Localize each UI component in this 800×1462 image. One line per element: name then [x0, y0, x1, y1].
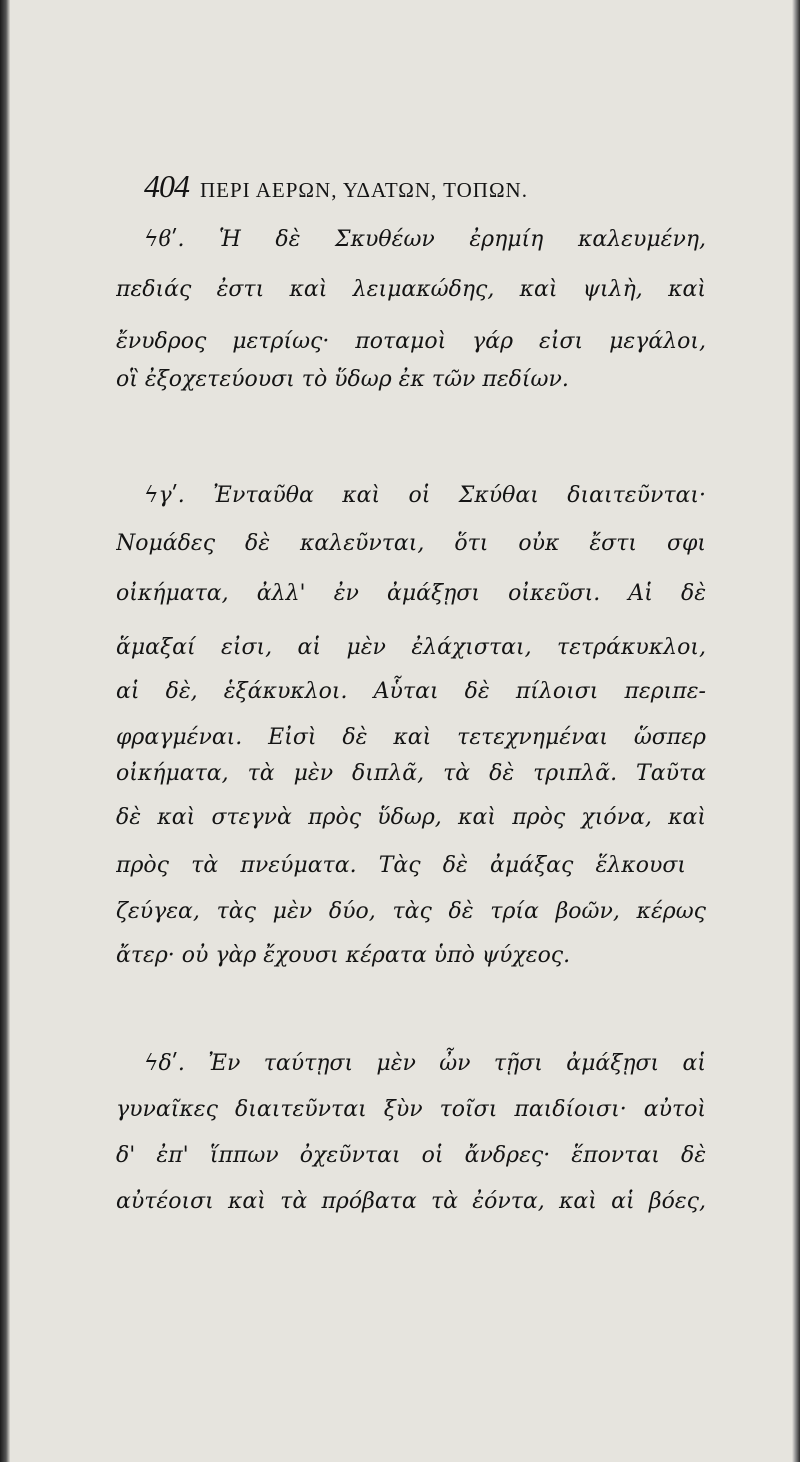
- text-line: πεδιάς ἐστι καὶ λειμακώδης, καὶ ψιλὴ, καὶ: [116, 277, 706, 302]
- text-line: ζεύγεα, τὰς μὲν δύο, τὰς δὲ τρία βοῶν, κέρως: [116, 899, 706, 924]
- text-line: ϟγʹ. Ἐνταῦθα καὶ οἱ Σκύθαι διαιτεῦνται·: [144, 483, 706, 508]
- text-line: φραγμέναι. Εἰσὶ δὲ καὶ τετεχνημέναι ὥσπερ: [116, 725, 706, 750]
- text-line: αἱ δὲ, ἑξάκυκλοι. Αὗται δὲ πίλοισι περιπε-: [116, 679, 706, 704]
- text-line: ἔνυδρος μετρίως· ποταμοὶ γάρ εἰσι μεγάλοι,: [116, 329, 706, 354]
- page-edge-left: [0, 0, 10, 1462]
- running-title: ΠΕΡΙ ΑΕΡΩΝ, ΥΔΑΤΩΝ, ΤΟΠΩΝ.: [200, 178, 528, 202]
- text-line: ἄτερ· οὐ γὰρ ἔχουσι κέρατα ὑπὸ ψύχεος.: [116, 943, 571, 968]
- page-number: 404: [144, 168, 189, 204]
- text-line: ἅμαξαί εἰσι, αἱ μὲν ἐλάχισται, τετράκυκλοι,: [116, 635, 706, 660]
- text-line: οἰκήματα, ἀλλ' ἐν ἀμάξῃσι οἰκεῦσι. Αἱ δὲ: [116, 581, 706, 606]
- text-line: Νομάδες δὲ καλεῦνται, ὅτι οὐκ ἔστι σφι: [116, 531, 706, 556]
- text-line: πρὸς τὰ πνεύματα. Τὰς δὲ ἀμάξας ἕλκουσι: [116, 853, 686, 878]
- text-line: ϟϐʹ. Ἡ δὲ Σκυθέων ἐρημίη καλευμένη,: [144, 227, 706, 252]
- text-line: οἳ ἐξοχετεύουσι τὸ ὕδωρ ἐκ τῶν πεδίων.: [116, 367, 569, 392]
- text-line: δ' ἐπ' ἵππων ὀχεῦνται οἱ ἄνδρες· ἕπονται δὲ: [116, 1143, 706, 1168]
- text-line: αὐτέοισι καὶ τὰ πρόβατα τὰ ἐόντα, καὶ αἱ βόες,: [116, 1189, 706, 1214]
- text-line: οἰκήματα, τὰ μὲν διπλᾶ, τὰ δὲ τριπλᾶ. Ταῦτα: [116, 761, 706, 786]
- text-line: γυναῖκες διαιτεῦνται ξὺν τοῖσι παιδίοισι· αὐτοὶ: [116, 1097, 706, 1122]
- page-edge-right: [792, 0, 800, 1462]
- text-line: ϟδʹ. Ἐν ταύτῃσι μὲν ὦν τῇσι ἀμάξῃσι αἱ: [144, 1051, 706, 1076]
- page-header: [144, 168, 724, 208]
- text-line: δὲ καὶ στεγνὰ πρὸς ὕδωρ, καὶ πρὸς χιόνα, καὶ: [116, 805, 706, 830]
